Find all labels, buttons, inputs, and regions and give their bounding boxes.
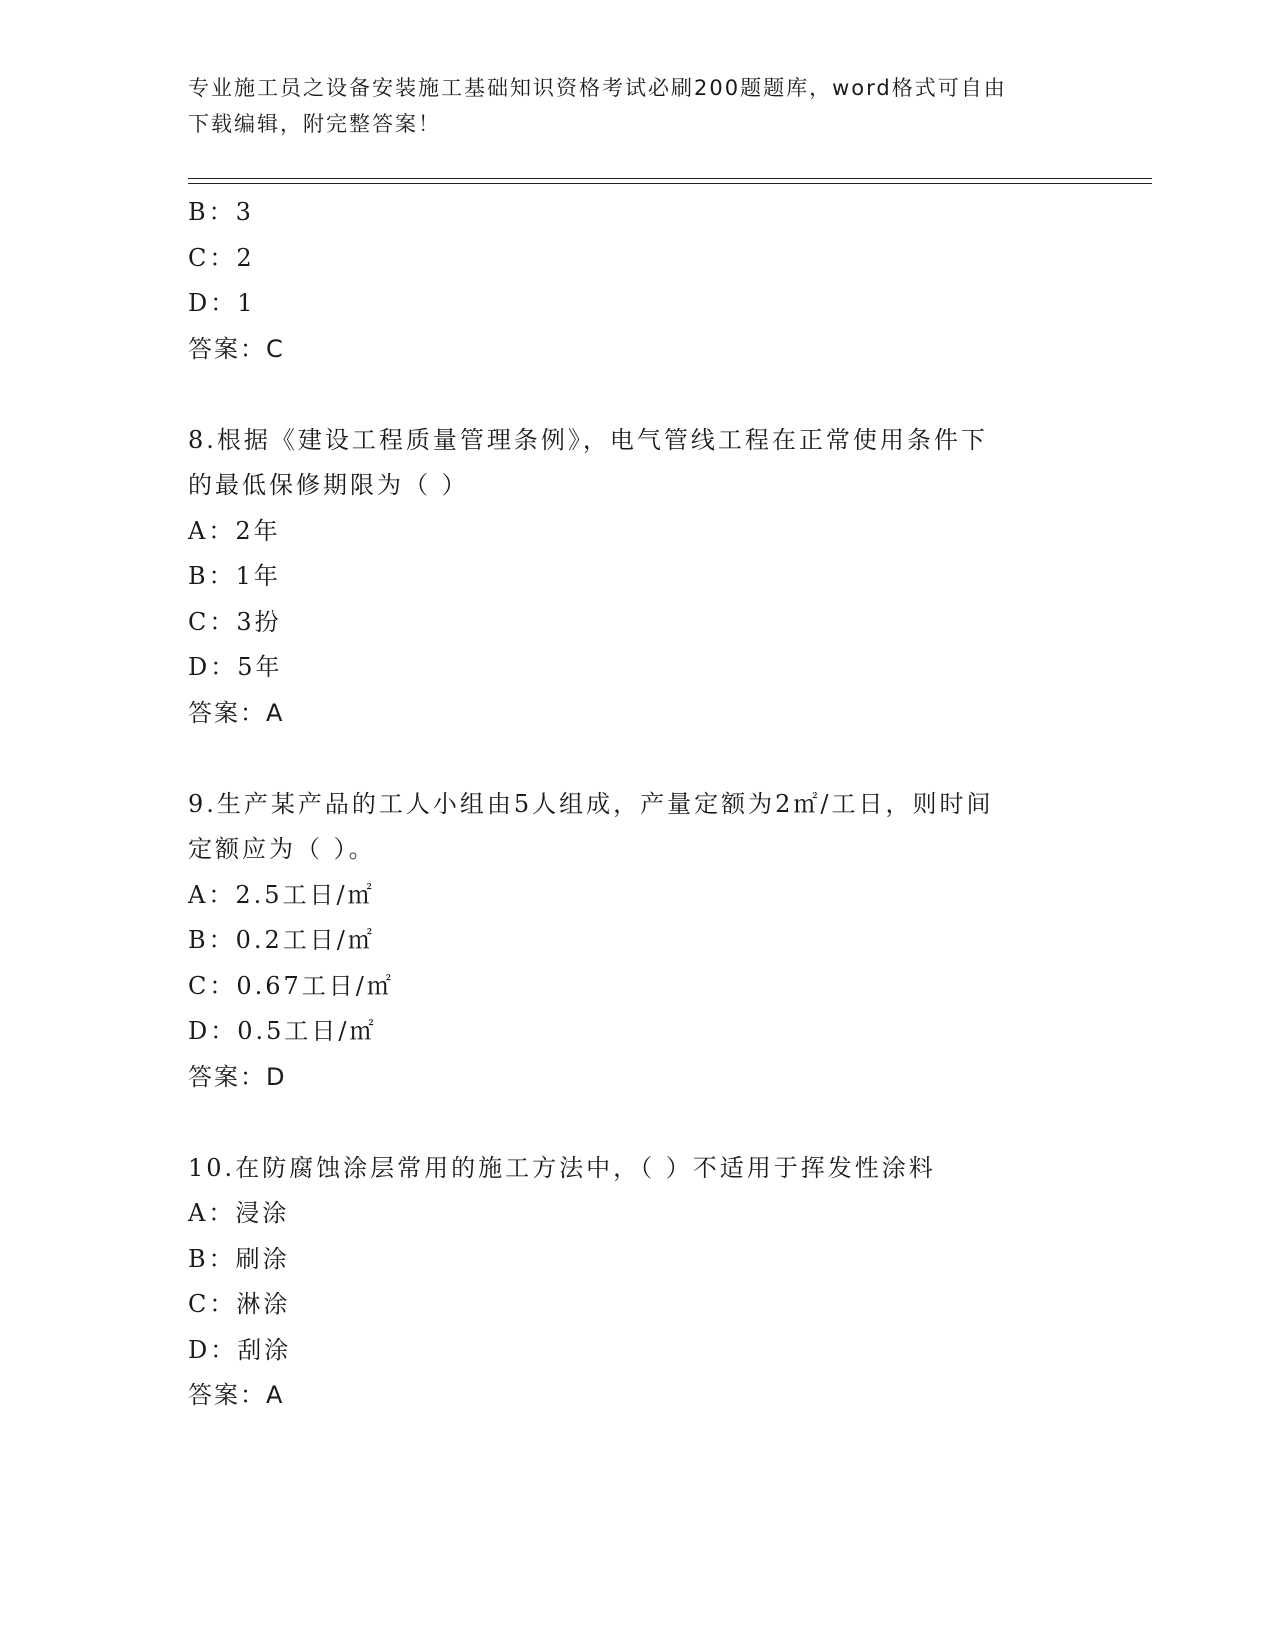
- prev-question-block: [188, 190, 1088, 372]
- question-stem-line: 8.根据《建设工程质量管理条例》，电气管线工程在正常使用条件下: [188, 425, 988, 454]
- option-d: D：刮涂: [188, 1335, 292, 1364]
- question-stem-line: 9.生产某产品的工人小组由5人组成，产量定额为2㎡/工日，则时间: [188, 789, 994, 818]
- option-b: B：0.2工日/㎡: [188, 926, 375, 954]
- option-a: A：2.5工日/㎡: [188, 880, 375, 909]
- answer-line: 答案：D: [188, 1062, 287, 1091]
- option-b: B：刷涂: [188, 1244, 290, 1273]
- question-stem-line: 的最低保修期限为（ ）: [188, 471, 469, 499]
- option-b: B：3: [188, 198, 254, 226]
- answer-line: 答案：A: [188, 698, 285, 727]
- header-rule-top: [188, 178, 1152, 179]
- header-line-1: 专业施工员之设备安装施工基础知识资格考试必刷200题题库，word格式可自由: [188, 76, 1007, 100]
- header-rule-bottom: [188, 183, 1152, 184]
- page-header: [188, 70, 1068, 142]
- option-c: C：淋涂: [188, 1290, 291, 1318]
- answer-line: 答案：C: [188, 334, 285, 363]
- option-d: D：0.5工日/㎡: [188, 1017, 377, 1045]
- question-stem-line: 10.在防腐蚀涂层常用的施工方法中，（ ）不适用于挥发性涂料: [188, 1153, 936, 1182]
- header-line-2: 下载编辑，附完整答案！: [188, 112, 441, 136]
- option-d: D：1: [188, 289, 256, 317]
- option-c: C：3扮: [188, 607, 282, 636]
- answer-line: 答案：A: [188, 1381, 285, 1409]
- question-9: [188, 782, 1088, 1101]
- option-a: A：浸涂: [188, 1199, 290, 1227]
- question-8: [188, 418, 1088, 737]
- option-b: B：1年: [188, 562, 281, 590]
- document-body: [188, 190, 1088, 1419]
- spacer: [188, 372, 1088, 418]
- spacer: [188, 736, 1088, 782]
- option-a: A：2年: [188, 516, 281, 545]
- option-c: C：2: [188, 243, 255, 272]
- question-10: [188, 1146, 1088, 1419]
- question-stem-line: 定额应为（ ）。: [188, 835, 376, 863]
- option-c: C：0.67工日/㎡: [188, 971, 394, 1000]
- spacer: [188, 1100, 1088, 1146]
- option-d: D：5年: [188, 653, 283, 681]
